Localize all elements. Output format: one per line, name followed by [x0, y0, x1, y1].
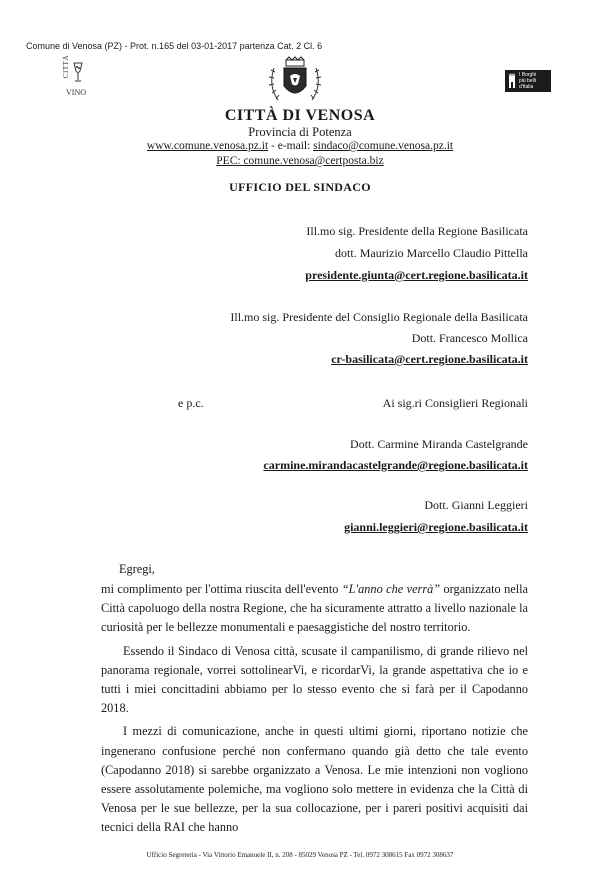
event-name: “L'anno che verrà”: [341, 582, 441, 596]
paragraph-1: mi complimento per l'ottima riuscita dell'evento “L'anno che verrà” organizzato nella Città capoluogo della nostra Regione, che ha sicuramente attratto a livello nazionale la curiosità per le bellezze monumentali e paesaggistiche del nostro territorio.: [101, 582, 528, 635]
citta-del-vino-logo: [62, 55, 86, 97]
office-heading: UFFICIO DEL SINDACO: [229, 180, 371, 194]
epc-label: e p.c.: [178, 396, 204, 410]
borghi-piu-belli-logo: [505, 70, 551, 92]
recipient-3-title: Ai sig.ri Consiglieri Regionali: [382, 396, 528, 410]
recipient-2-title: Ill.mo sig. Presidente del Consiglio Regionale della Basilicata: [230, 310, 528, 324]
footer-address: Ufficio Segreteria - Via Vittorio Emanuele II, n. 208 - 85029 Venosa PZ - Tel. 0972 308615 Fax 0972 308637: [146, 851, 454, 859]
greeting: Egregi,: [119, 562, 155, 576]
recipient-5-email[interactable]: gianni.leggieri@regione.basilicata.it: [344, 520, 528, 534]
logo-left-bottom-text: VINO: [66, 88, 86, 97]
email-separator: - e-mail:: [268, 140, 314, 152]
logo-left-text: CITTÀ: [62, 55, 70, 79]
recipient-1-title: Ill.mo sig. Presidente della Regione Basilicata: [306, 224, 528, 238]
province-line: Provincia di Potenza: [248, 125, 352, 139]
wine-glass-icon: [72, 61, 84, 83]
protocol-stamp: Comune di Venosa (PZ) - Prot. n.165 del 03-01-2017 partenza Cat. 2 Cl. 6: [26, 41, 323, 51]
recipient-2-email[interactable]: cr-basilicata@cert.regione.basilicata.it: [331, 352, 528, 366]
pec-line: [0, 155, 600, 167]
contact-line: [0, 140, 600, 152]
recipient-4-name: Dott. Carmine Miranda Castelgrande: [350, 437, 528, 451]
paragraph-2: Essendo il Sindaco di Venosa città, scusate il campanilismo, di grande rilievo nel panorama regionale, vorrei sottolinearVi, e ricordarVi, la grande aspettativa che io e tutti i miei concittadini abbiamo per lo stesso evento che si farà per il Capodanno 2018.: [101, 643, 528, 716]
recipient-5-name: Dott. Gianni Leggieri: [424, 498, 528, 512]
paragraph-3: I mezzi di comunicazione, anche in questi ultimi giorni, riportano notizie che ingenerano confusione perché non confermano quando già detto che tale evento (Capodanno 2018) si sarebbe organizzato a Venosa. Le mie intenzioni non vogliono essere assolutamente polemiche, ma vogliono solo mettere in evidenza che la Città di Venosa per le sue bellezze, per la sua collocazione, per i pareri positivi acquisiti dai tecnici della RAI che hanno: [101, 724, 528, 835]
recipient-1-name: dott. Maurizio Marcello Claudio Pittella: [335, 246, 528, 260]
pec-link[interactable]: comune.venosa@certposta.biz: [243, 155, 384, 167]
venosa-coat-of-arms-icon: [266, 56, 324, 106]
recipient-4-email[interactable]: carmine.mirandacastelgrande@regione.basilicata.it: [263, 458, 528, 472]
recipient-1-email[interactable]: presidente.giunta@cert.regione.basilicata.it: [305, 268, 528, 282]
email-link[interactable]: sindaco@comune.venosa.pz.it: [313, 140, 454, 152]
letter-body: [101, 580, 528, 838]
borghi-text: I Borghi più belli d'Italia: [519, 72, 537, 90]
recipient-2-name: Dott. Francesco Mollica: [411, 331, 528, 345]
city-title: CITTÀ DI VENOSA: [224, 107, 376, 124]
pec-label: PEC:: [216, 155, 244, 167]
tower-icon: [507, 73, 517, 89]
website-link[interactable]: www.comune.venosa.pz.it: [146, 140, 269, 152]
